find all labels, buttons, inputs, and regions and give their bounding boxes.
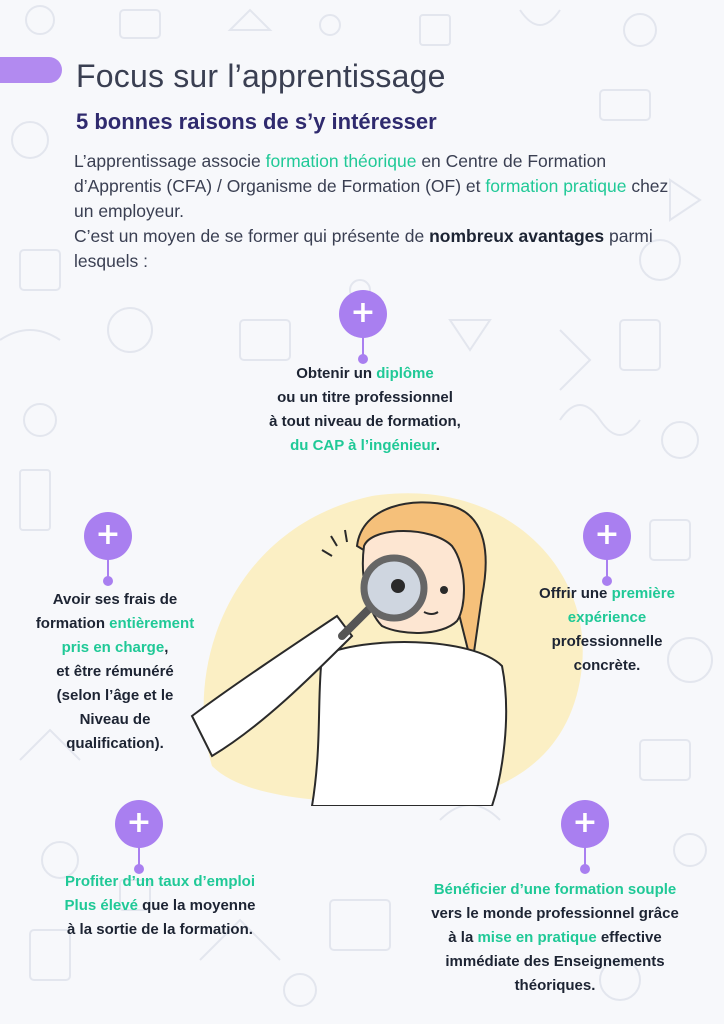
plus-pin-2 <box>84 512 132 586</box>
reason-text: concrète. <box>573 657 641 674</box>
reason-text: Niveau de <box>79 711 151 728</box>
header-accent-tab <box>0 57 62 83</box>
plus-pin-4 <box>115 800 163 874</box>
reason-text: Avoir ses frais de <box>52 591 178 608</box>
reason-highlight: mise en pratique <box>477 929 597 946</box>
reason-highlight: première <box>611 585 675 602</box>
reason-text: , <box>164 639 169 656</box>
reason-text: vers le monde professionnel grâce <box>431 905 679 922</box>
reason-highlight: diplôme <box>376 365 434 382</box>
intro-text: C’est un moyen de se former qui présente de <box>74 226 430 246</box>
reason-diploma <box>230 362 500 458</box>
reason-experience <box>512 582 702 678</box>
reason-highlight: Profiter d’un taux d’emploi <box>64 873 255 890</box>
plus-pin-3 <box>583 512 631 586</box>
reason-text: professionnelle <box>551 633 663 650</box>
reason-text: Offrir une <box>539 585 612 602</box>
plus-pin-5 <box>561 800 609 874</box>
reason-text: à tout niveau de formation, <box>269 413 461 430</box>
reason-text: immédiate des Enseignements <box>445 953 665 970</box>
plus-pin-1 <box>339 290 387 364</box>
plus-icon: + <box>115 800 163 848</box>
reason-text: (selon l’âge et le <box>56 687 174 704</box>
reason-text: à la <box>448 929 478 946</box>
reason-costs <box>10 588 220 756</box>
reason-text: formation <box>35 615 110 632</box>
reason-highlight: pris en charge <box>61 639 165 656</box>
intro-bold-advantages: nombreux avantages <box>429 226 605 246</box>
intro-paragraph <box>74 149 674 274</box>
plus-icon: + <box>561 800 609 848</box>
reason-text: effective <box>596 929 662 946</box>
reason-highlight: Plus élevé <box>64 897 138 914</box>
reason-highlight: Bénéficier d’une formation souple <box>433 881 677 898</box>
reason-text: . <box>435 437 440 454</box>
page-subtitle: 5 bonnes raisons de s’y intéresser <box>76 109 437 134</box>
plus-icon: + <box>583 512 631 560</box>
reason-text: qualification). <box>66 735 164 752</box>
plus-icon: + <box>84 512 132 560</box>
reason-text: à la sortie de la formation. <box>67 921 253 938</box>
reason-highlight: expérience <box>567 609 647 626</box>
reason-employment-rate <box>20 870 300 942</box>
reason-highlight: entièrement <box>109 615 195 632</box>
reason-highlight: du CAP à l’ingénieur <box>290 437 436 454</box>
reason-text: Obtenir un <box>296 365 377 382</box>
reason-text: et être rémunéré <box>56 663 174 680</box>
reason-flexible-training <box>395 878 715 998</box>
intro-text: chez un employeur. <box>74 176 669 221</box>
intro-highlight-practice: formation pratique <box>485 176 627 196</box>
reason-text: théoriques. <box>514 977 596 994</box>
intro-text: parmi lesquels : <box>74 226 653 271</box>
reason-text: ou un titre professionnel <box>277 389 453 406</box>
reason-text: que la moyenne <box>137 897 256 914</box>
intro-highlight-theory: formation théorique <box>265 151 417 171</box>
page-title: Focus sur l’apprentissage <box>76 58 446 94</box>
intro-text: en Centre de Formation d’Apprentis (CFA) / Organisme de Formation (OF) et <box>74 151 607 196</box>
plus-icon: + <box>339 290 387 338</box>
intro-text: L’apprentissage associe <box>74 151 266 171</box>
